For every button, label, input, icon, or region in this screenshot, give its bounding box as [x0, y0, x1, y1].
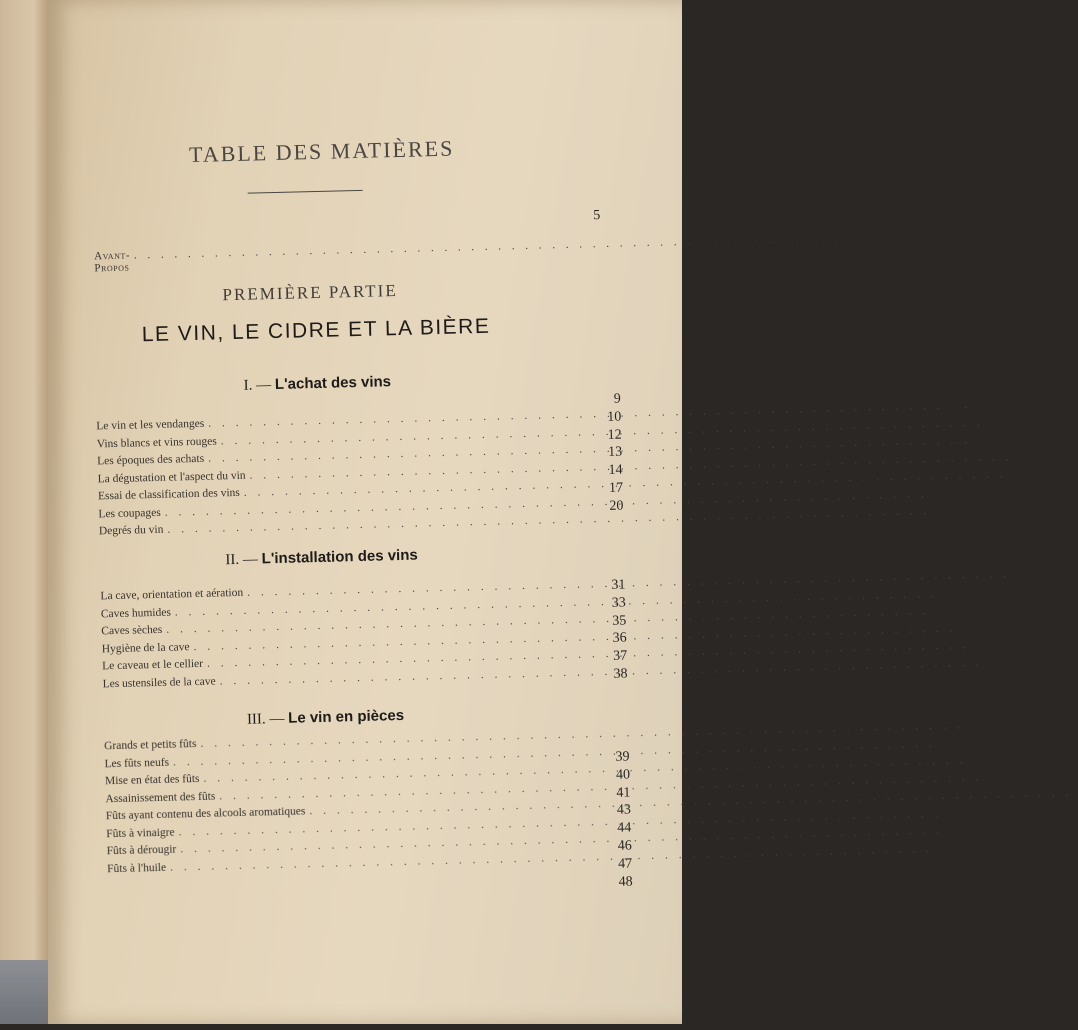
entry-label: Essai de classification des vins: [97, 486, 240, 503]
entry-label: La cave, orientation et aération: [100, 586, 244, 603]
entry-label: Degrés du vin: [98, 523, 164, 538]
avant-propos-page: 5: [593, 208, 601, 224]
page-number: 40: [615, 767, 631, 783]
avant-propos-entry: [94, 231, 857, 275]
page-number: 46: [617, 838, 632, 854]
entry-label: Assainissement des fûts: [105, 790, 216, 805]
page-number: 39: [615, 749, 630, 765]
entry-label: Fûts à l'huile: [106, 861, 167, 875]
title-divider: [248, 190, 363, 194]
page-number: 37: [612, 648, 628, 665]
table-of-contents: [78, 0, 857, 1030]
entry-label: Caves humides: [100, 606, 171, 620]
entry-label: Les époques des achats: [97, 452, 205, 468]
page-number: 43: [616, 802, 632, 819]
entry-label: Fûts à vinaigre: [106, 826, 175, 840]
page-number: 20: [609, 498, 624, 514]
page-number: 35: [612, 613, 627, 629]
page-numbers: [595, 578, 628, 685]
page-number: 9: [613, 391, 622, 407]
page-number: 14: [608, 462, 623, 479]
entry-label: La dégustation et l'aspect du vin: [97, 469, 246, 485]
page-number: 12: [607, 427, 622, 443]
entry-label: Les fûts neufs: [104, 756, 170, 770]
page-number: 48: [618, 874, 633, 890]
section-heading: [151, 545, 491, 571]
section-name: Le vin en pièces: [287, 706, 405, 727]
page-number: 38: [613, 666, 628, 682]
entry-label: Hygiène de la cave: [101, 640, 190, 655]
entry-label: Mise en état des fûts: [104, 772, 200, 788]
entry-label: Le vin et les vendanges: [96, 417, 205, 433]
section-entries: [104, 729, 587, 881]
section-name: L'achat des vins: [274, 373, 392, 394]
entry-label: Les ustensiles de la cave: [102, 675, 216, 690]
section-entries: [96, 409, 579, 543]
entry-label: Caves sèches: [101, 623, 163, 638]
avant-propos-label: Avant-Propos: [94, 249, 131, 275]
page-number: 36: [612, 630, 627, 647]
page-number: 10: [607, 409, 622, 425]
section-heading: [147, 371, 487, 397]
entry-label: Fûts ayant contenu des alcools aromatiques: [105, 805, 306, 823]
page-number: 41: [616, 785, 631, 801]
left-page-edge: [0, 0, 50, 975]
page-number: 31: [611, 577, 626, 593]
section-heading: [155, 705, 495, 731]
section-name: L'installation des vins: [261, 546, 418, 568]
part-heading: PREMIÈRE PARTIE: [222, 280, 398, 305]
page-title: TABLE DES MATIÈRES: [188, 135, 455, 168]
page-numbers: [599, 749, 632, 892]
page-number: 47: [617, 856, 633, 872]
part-title: LE VIN, LE CIDRE ET LA BIÈRE: [141, 314, 491, 347]
entry-label: Les coupages: [98, 506, 161, 520]
page-numbers: [591, 392, 624, 517]
entry-label: Le caveau et le cellier: [102, 657, 204, 673]
page-number: 17: [608, 480, 624, 496]
section-entries: [100, 579, 582, 696]
section-number: I. —: [243, 377, 272, 394]
dot-leader: . . . . . . . . . . . . . . . . . . . . . . . . . . . . . . . . . . . . . . . . . . . . . . . . . . . . . .: [133, 231, 857, 262]
section-number: II. —: [225, 551, 259, 569]
entry-label: Grands et petits fûts: [104, 738, 197, 753]
entry-label: Fûts à dérougir: [106, 843, 177, 858]
entry-label: Vins blancs et vins rouges: [96, 434, 217, 450]
book-page: [48, 0, 857, 1024]
page-number: 13: [607, 444, 623, 461]
page-number: 33: [611, 595, 626, 611]
page-number: 44: [617, 820, 632, 836]
section-number: III. —: [246, 710, 285, 728]
